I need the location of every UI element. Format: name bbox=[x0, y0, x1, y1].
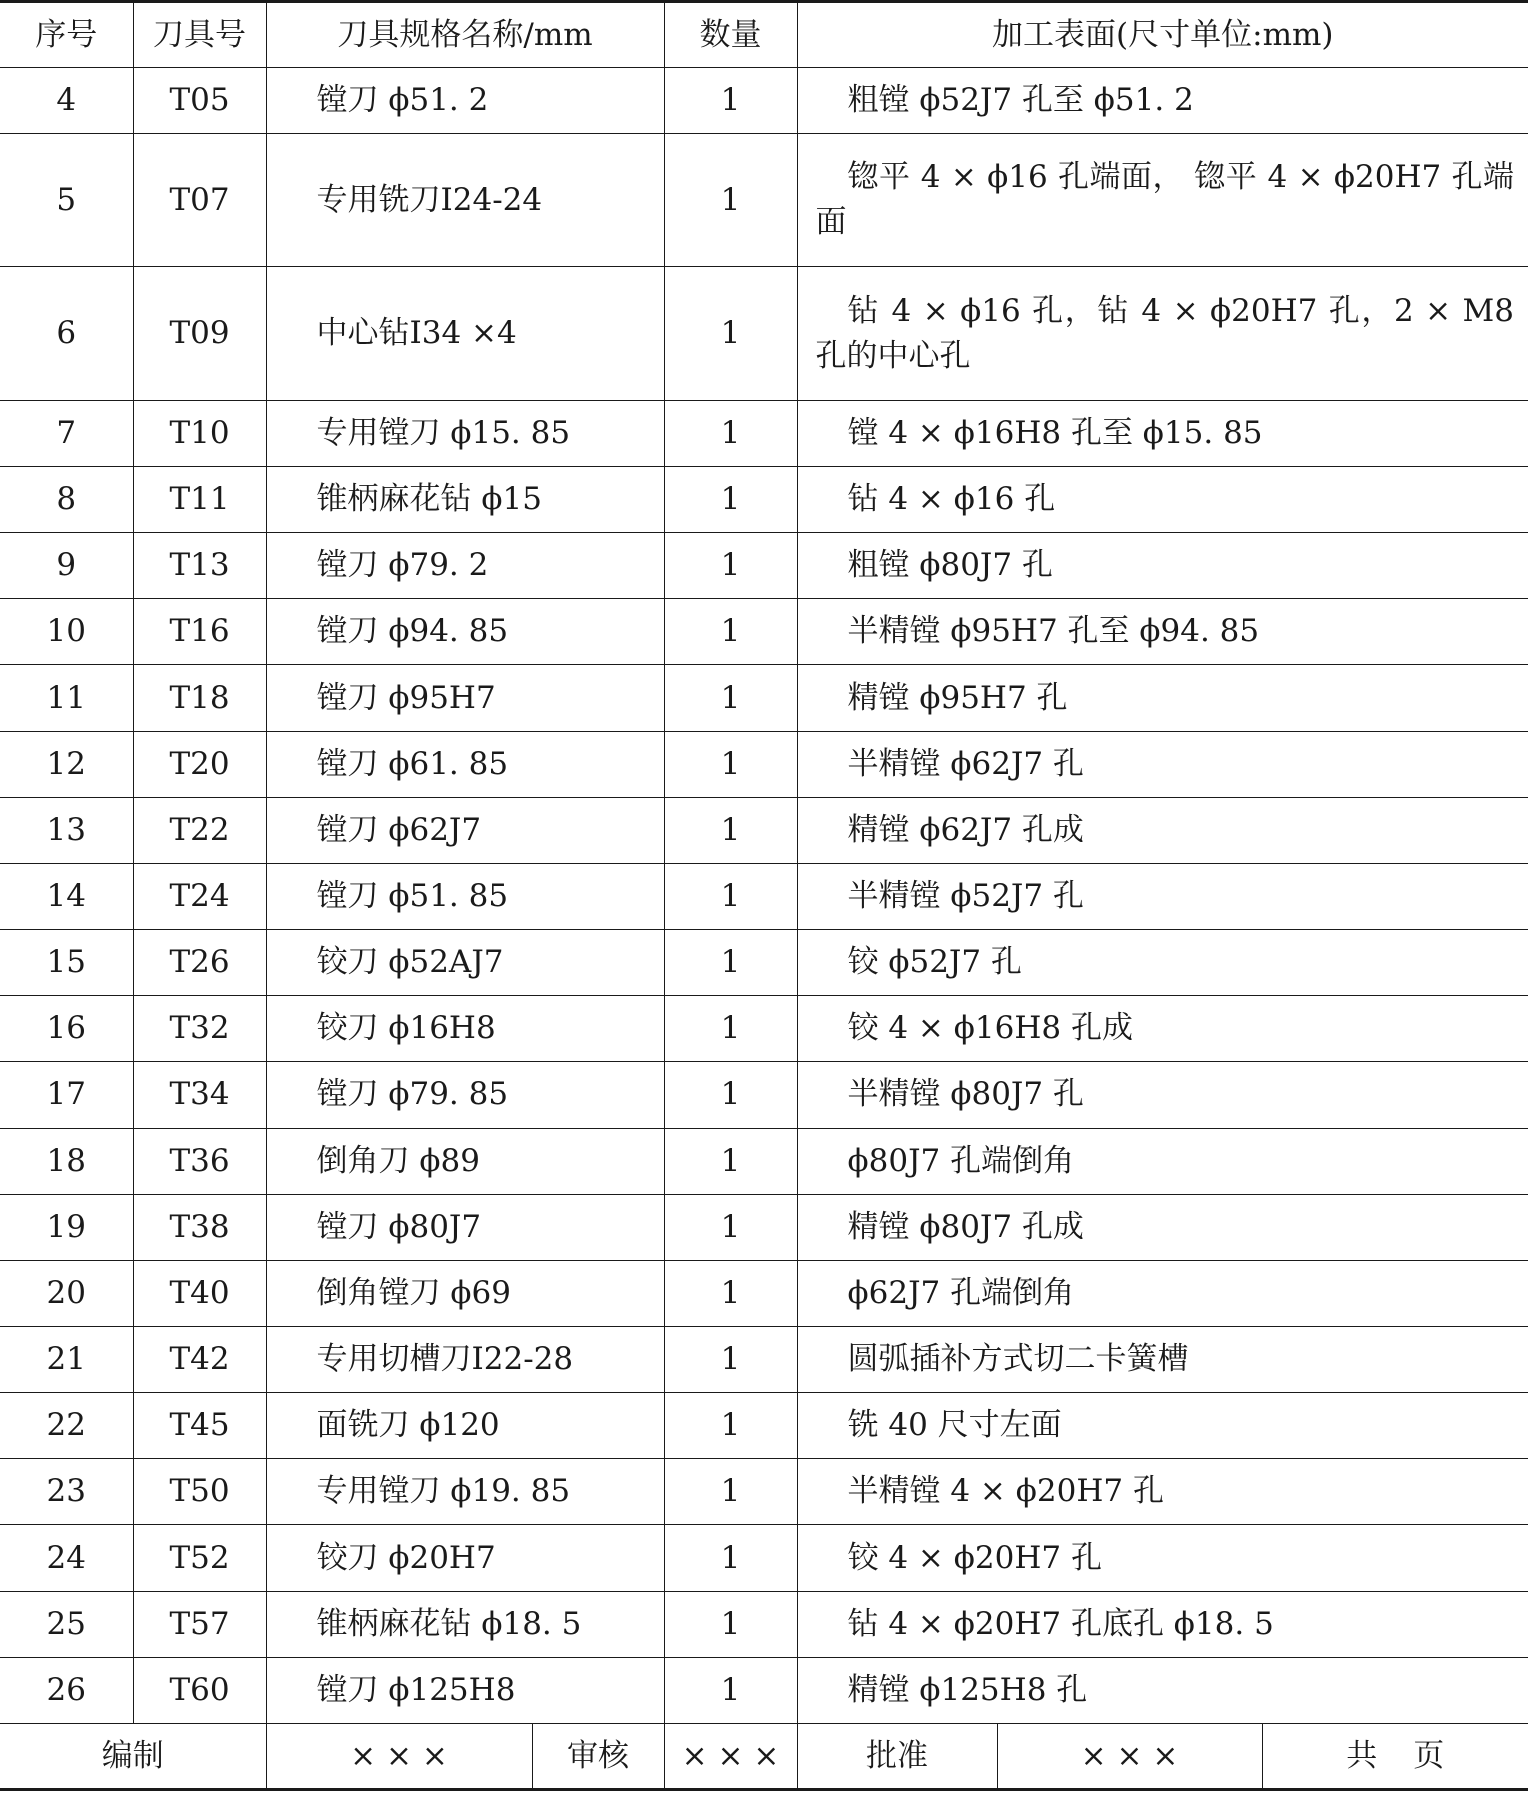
cell-seq: 16 bbox=[0, 996, 133, 1062]
cell-tool-no: T38 bbox=[133, 1194, 266, 1260]
surface-text: 锪平 4 × ϕ16 孔端面， 锪平 4 × ϕ20H7 孔端面 bbox=[815, 159, 1515, 241]
surface-text: 半精镗 ϕ95H7 孔至 ϕ94. 85 bbox=[847, 613, 1260, 650]
cell-surface bbox=[797, 930, 1528, 996]
surface-text: 精镗 ϕ62J7 孔成 bbox=[847, 811, 1084, 848]
table-row bbox=[0, 68, 1528, 134]
surface-text: 精镗 ϕ80J7 孔成 bbox=[847, 1208, 1084, 1245]
compiled-value: × × × bbox=[266, 1724, 532, 1790]
table-row bbox=[0, 1260, 1528, 1326]
table-row bbox=[0, 996, 1528, 1062]
cell-surface bbox=[797, 1657, 1528, 1723]
surface-text: 钻 4 × ϕ20H7 孔底孔 ϕ18. 5 bbox=[847, 1605, 1274, 1642]
cell-surface bbox=[797, 1062, 1528, 1128]
total-label-2: 页 bbox=[1413, 1737, 1445, 1774]
footer-row bbox=[0, 1724, 1528, 1790]
cell-spec: 专用镗刀 ϕ15. 85 bbox=[266, 400, 664, 466]
cell-surface bbox=[797, 1260, 1528, 1326]
cell-tool-no: T10 bbox=[133, 400, 266, 466]
cell-tool-no: T40 bbox=[133, 1260, 266, 1326]
cell-surface bbox=[797, 267, 1528, 400]
cell-tool-no: T24 bbox=[133, 863, 266, 929]
cell-spec: 铰刀 ϕ52AJ7 bbox=[266, 930, 664, 996]
cell-tool-no: T22 bbox=[133, 797, 266, 863]
cell-tool-no: T42 bbox=[133, 1326, 266, 1392]
header-row bbox=[0, 2, 1528, 68]
surface-text: 半精镗 ϕ80J7 孔 bbox=[847, 1076, 1084, 1113]
cell-seq: 12 bbox=[0, 731, 133, 797]
table-row bbox=[0, 599, 1528, 665]
cell-seq: 24 bbox=[0, 1525, 133, 1591]
cell-qty: 1 bbox=[664, 1194, 797, 1260]
cell-qty: 1 bbox=[664, 1128, 797, 1194]
table-row bbox=[0, 665, 1528, 731]
table-row bbox=[0, 1062, 1528, 1128]
cell-tool-no: T13 bbox=[133, 533, 266, 599]
cell-qty: 1 bbox=[664, 1326, 797, 1392]
cell-tool-no: T16 bbox=[133, 599, 266, 665]
table-row bbox=[0, 863, 1528, 929]
cell-seq: 19 bbox=[0, 1194, 133, 1260]
total-label-1: 共 bbox=[1346, 1737, 1378, 1774]
header-tool-no: 刀具号 bbox=[133, 2, 266, 68]
cell-spec: 专用切槽刀Ⅰ22-28 bbox=[266, 1326, 664, 1392]
cell-spec: 镗刀 ϕ51. 85 bbox=[266, 863, 664, 929]
cell-qty: 1 bbox=[664, 267, 797, 400]
surface-text: 精镗 ϕ95H7 孔 bbox=[847, 679, 1068, 716]
cell-qty: 1 bbox=[664, 1393, 797, 1459]
cell-tool-no: T20 bbox=[133, 731, 266, 797]
surface-text: ϕ62J7 孔端倒角 bbox=[847, 1274, 1075, 1311]
surface-text: ϕ80J7 孔端倒角 bbox=[847, 1142, 1075, 1179]
table-row bbox=[0, 1194, 1528, 1260]
total-pages bbox=[1262, 1724, 1528, 1790]
approve-label: 批准 bbox=[797, 1724, 997, 1790]
cell-qty: 1 bbox=[664, 797, 797, 863]
cell-qty: 1 bbox=[664, 134, 797, 267]
cell-surface bbox=[797, 665, 1528, 731]
cell-surface bbox=[797, 1128, 1528, 1194]
cell-tool-no: T60 bbox=[133, 1657, 266, 1723]
cell-tool-no: T34 bbox=[133, 1062, 266, 1128]
cell-seq: 4 bbox=[0, 68, 133, 134]
surface-text: 铰 ϕ52J7 孔 bbox=[847, 944, 1022, 981]
cell-spec: 专用镗刀 ϕ19. 85 bbox=[266, 1459, 664, 1525]
cell-surface bbox=[797, 1393, 1528, 1459]
cell-qty: 1 bbox=[664, 1260, 797, 1326]
cell-surface bbox=[797, 996, 1528, 1062]
cell-spec: 铰刀 ϕ16H8 bbox=[266, 996, 664, 1062]
compiled-label: 编制 bbox=[0, 1724, 266, 1790]
surface-text: 半精镗 ϕ52J7 孔 bbox=[847, 877, 1084, 914]
cell-qty: 1 bbox=[664, 68, 797, 134]
cell-seq: 8 bbox=[0, 466, 133, 532]
header-surface: 加工表面(尺寸单位:mm) bbox=[797, 2, 1528, 68]
cell-qty: 1 bbox=[664, 533, 797, 599]
cell-qty: 1 bbox=[664, 930, 797, 996]
table-row bbox=[0, 1525, 1528, 1591]
table-row bbox=[0, 1591, 1528, 1657]
cell-tool-no: T18 bbox=[133, 665, 266, 731]
table-row bbox=[0, 1459, 1528, 1525]
cell-seq: 13 bbox=[0, 797, 133, 863]
cell-surface bbox=[797, 400, 1528, 466]
cell-tool-no: T32 bbox=[133, 996, 266, 1062]
cell-seq: 15 bbox=[0, 930, 133, 996]
cell-tool-no: T07 bbox=[133, 134, 266, 267]
cell-seq: 21 bbox=[0, 1326, 133, 1392]
table-row bbox=[0, 533, 1528, 599]
cell-surface bbox=[797, 731, 1528, 797]
surface-text: 铣 40 尺寸左面 bbox=[847, 1407, 1062, 1444]
cell-spec: 镗刀 ϕ61. 85 bbox=[266, 731, 664, 797]
surface-text: 钻 4 × ϕ16 孔 bbox=[847, 481, 1056, 518]
cell-spec: 铰刀 ϕ20H7 bbox=[266, 1525, 664, 1591]
cell-qty: 1 bbox=[664, 1525, 797, 1591]
cell-spec: 中心钻Ⅰ34 ×4 bbox=[266, 267, 664, 400]
cell-surface bbox=[797, 1459, 1528, 1525]
cell-spec: 镗刀 ϕ95H7 bbox=[266, 665, 664, 731]
table-row bbox=[0, 1326, 1528, 1392]
cell-tool-no: T36 bbox=[133, 1128, 266, 1194]
cell-surface bbox=[797, 68, 1528, 134]
cell-tool-no: T05 bbox=[133, 68, 266, 134]
cell-seq: 5 bbox=[0, 134, 133, 267]
review-value: × × × bbox=[664, 1724, 797, 1790]
cell-spec: 镗刀 ϕ125H8 bbox=[266, 1657, 664, 1723]
cell-spec: 镗刀 ϕ80J7 bbox=[266, 1194, 664, 1260]
cell-spec: 镗刀 ϕ51. 2 bbox=[266, 68, 664, 134]
cell-seq: 25 bbox=[0, 1591, 133, 1657]
cell-qty: 1 bbox=[664, 400, 797, 466]
table-body bbox=[0, 68, 1528, 1724]
cell-seq: 23 bbox=[0, 1459, 133, 1525]
cell-surface bbox=[797, 797, 1528, 863]
cell-surface bbox=[797, 1194, 1528, 1260]
table-row bbox=[0, 1128, 1528, 1194]
cell-surface bbox=[797, 466, 1528, 532]
surface-text: 圆弧插补方式切二卡簧槽 bbox=[847, 1341, 1189, 1378]
cell-spec: 镗刀 ϕ79. 2 bbox=[266, 533, 664, 599]
cell-spec: 倒角刀 ϕ89 bbox=[266, 1128, 664, 1194]
cell-seq: 20 bbox=[0, 1260, 133, 1326]
cell-spec: 面铣刀 ϕ120 bbox=[266, 1393, 664, 1459]
header-spec: 刀具规格名称/mm bbox=[266, 2, 664, 68]
cell-seq: 26 bbox=[0, 1657, 133, 1723]
cell-seq: 14 bbox=[0, 863, 133, 929]
surface-text: 铰 4 × ϕ20H7 孔 bbox=[847, 1539, 1102, 1576]
cell-qty: 1 bbox=[664, 863, 797, 929]
table-row bbox=[0, 1657, 1528, 1723]
cell-seq: 22 bbox=[0, 1393, 133, 1459]
surface-text: 粗镗 ϕ52J7 孔至 ϕ51. 2 bbox=[847, 82, 1194, 119]
cell-seq: 18 bbox=[0, 1128, 133, 1194]
cell-qty: 1 bbox=[664, 1657, 797, 1723]
surface-text: 半精镗 ϕ62J7 孔 bbox=[847, 745, 1084, 782]
cell-surface bbox=[797, 533, 1528, 599]
cell-qty: 1 bbox=[664, 1591, 797, 1657]
surface-text: 精镗 ϕ125H8 孔 bbox=[847, 1671, 1088, 1708]
cell-spec: 专用铣刀Ⅰ24-24 bbox=[266, 134, 664, 267]
surface-text: 镗 4 × ϕ16H8 孔至 ϕ15. 85 bbox=[847, 414, 1263, 451]
cell-seq: 11 bbox=[0, 665, 133, 731]
surface-text: 铰 4 × ϕ16H8 孔成 bbox=[847, 1010, 1133, 1047]
cell-spec: 锥柄麻花钻 ϕ18. 5 bbox=[266, 1591, 664, 1657]
cell-spec: 倒角镗刀 ϕ69 bbox=[266, 1260, 664, 1326]
cell-seq: 7 bbox=[0, 400, 133, 466]
cell-tool-no: T09 bbox=[133, 267, 266, 400]
cell-tool-no: T11 bbox=[133, 466, 266, 532]
table-row bbox=[0, 797, 1528, 863]
cell-spec: 镗刀 ϕ94. 85 bbox=[266, 599, 664, 665]
cell-seq: 6 bbox=[0, 267, 133, 400]
table-row bbox=[0, 731, 1528, 797]
cell-surface bbox=[797, 1591, 1528, 1657]
cell-qty: 1 bbox=[664, 665, 797, 731]
cell-tool-no: T57 bbox=[133, 1591, 266, 1657]
table-row bbox=[0, 1393, 1528, 1459]
cell-seq: 9 bbox=[0, 533, 133, 599]
cell-qty: 1 bbox=[664, 731, 797, 797]
cell-qty: 1 bbox=[664, 599, 797, 665]
cell-surface bbox=[797, 599, 1528, 665]
table-row bbox=[0, 466, 1528, 532]
review-label: 审核 bbox=[532, 1724, 664, 1790]
cell-qty: 1 bbox=[664, 996, 797, 1062]
cell-qty: 1 bbox=[664, 466, 797, 532]
cell-surface bbox=[797, 1326, 1528, 1392]
surface-text: 钻 4 × ϕ16 孔，钻 4 × ϕ20H7 孔，2 × M8 孔的中心孔 bbox=[815, 292, 1515, 374]
cell-seq: 17 bbox=[0, 1062, 133, 1128]
cell-tool-no: T50 bbox=[133, 1459, 266, 1525]
header-seq: 序号 bbox=[0, 2, 133, 68]
cell-surface bbox=[797, 1525, 1528, 1591]
approve-value: × × × bbox=[997, 1724, 1262, 1790]
cell-seq: 10 bbox=[0, 599, 133, 665]
header-qty: 数量 bbox=[664, 2, 797, 68]
table-row bbox=[0, 134, 1528, 267]
table-row bbox=[0, 267, 1528, 400]
cell-spec: 镗刀 ϕ62J7 bbox=[266, 797, 664, 863]
table-row bbox=[0, 930, 1528, 996]
cell-tool-no: T45 bbox=[133, 1393, 266, 1459]
surface-text: 半精镗 4 × ϕ20H7 孔 bbox=[847, 1473, 1164, 1510]
cell-surface bbox=[797, 134, 1528, 267]
cell-surface bbox=[797, 863, 1528, 929]
cell-qty: 1 bbox=[664, 1459, 797, 1525]
table-row bbox=[0, 400, 1528, 466]
cell-spec: 镗刀 ϕ79. 85 bbox=[266, 1062, 664, 1128]
cell-spec: 锥柄麻花钻 ϕ15 bbox=[266, 466, 664, 532]
cell-qty: 1 bbox=[664, 1062, 797, 1128]
cell-tool-no: T26 bbox=[133, 930, 266, 996]
cell-tool-no: T52 bbox=[133, 1525, 266, 1591]
surface-text: 粗镗 ϕ80J7 孔 bbox=[847, 547, 1053, 584]
